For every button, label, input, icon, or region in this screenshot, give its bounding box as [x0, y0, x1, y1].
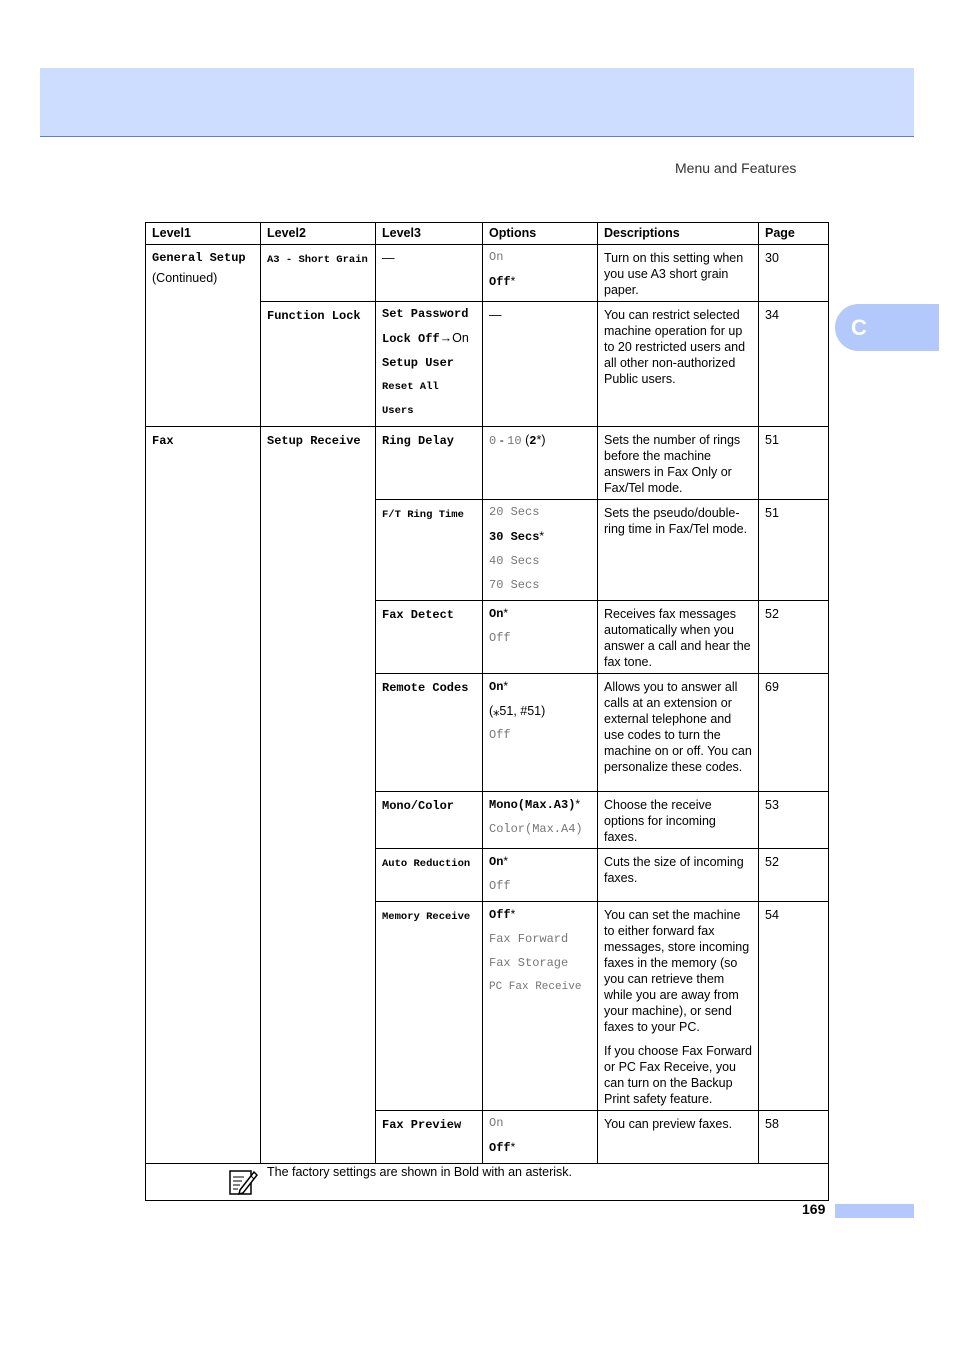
lock-on-label: On — [452, 331, 469, 345]
level3-remote-codes: Remote Codes — [382, 681, 469, 695]
option-off-label: Off — [489, 275, 511, 289]
cell-options-remote-codes — [483, 674, 598, 792]
cell-options-mono-color — [483, 792, 598, 849]
page-number-band — [835, 1204, 914, 1218]
option-fax-forward: Fax Forward — [489, 932, 569, 946]
cell-level3-remote-codes — [376, 674, 483, 792]
option-color: Color(Max.A4) — [489, 822, 583, 836]
cell-page-fax-preview: 58 — [759, 1111, 829, 1164]
cell-level3-mono-color — [376, 792, 483, 849]
level3-fax-detect: Fax Detect — [382, 608, 455, 622]
option-70-secs: 70 Secs — [489, 578, 540, 592]
default-asterisk: * — [575, 797, 581, 811]
option-default-group: (2*) — [525, 433, 546, 448]
level2-setup-receive: Setup Receive — [267, 434, 361, 448]
header-level1: Level1 — [146, 223, 261, 245]
cell-page-ring-delay: 51 — [759, 427, 829, 500]
cell-desc-fax-preview: You can preview faxes. — [598, 1111, 759, 1164]
option-off-label: Off — [489, 1141, 511, 1155]
header-descriptions: Descriptions — [598, 223, 759, 245]
level2-a3-short-grain: A3 - Short Grain — [267, 254, 368, 266]
cell-level3-a3: — — [376, 245, 483, 302]
cell-level2-function-lock — [261, 302, 376, 427]
option-on: On — [489, 1116, 504, 1130]
option-fax-storage: Fax Storage — [489, 956, 569, 970]
level3-fax-preview: Fax Preview — [382, 1118, 462, 1132]
cell-options-function-lock: — — [483, 302, 598, 427]
cell-page-function-lock: 34 — [759, 302, 829, 427]
cell-options-fax-detect — [483, 601, 598, 674]
cell-desc-memory-receive — [598, 902, 759, 1111]
option-30-secs-default — [489, 524, 591, 549]
cell-level3-auto-reduction — [376, 849, 483, 902]
level3-ring-delay: Ring Delay — [382, 434, 455, 448]
option-40-secs: 40 Secs — [489, 554, 540, 568]
cell-page-fax-detect: 52 — [759, 601, 829, 674]
option-off: Off — [489, 879, 511, 893]
cell-level3-function-lock — [376, 302, 483, 427]
level3-lock-off-on — [382, 326, 476, 351]
level1-general-setup: General Setup — [152, 251, 246, 265]
level1-continued-note: (Continued) — [152, 271, 218, 285]
option-mono-default — [489, 792, 591, 817]
default-asterisk: * — [510, 907, 516, 921]
desc-memory-receive-para2: If you choose Fax Forward or PC Fax Receive, you can turn on the Backup Print safety feature. — [604, 1044, 752, 1106]
cell-desc-mono-color: Choose the receive options for incoming faxes. — [598, 792, 759, 849]
option-off: Off — [489, 631, 511, 645]
cell-page-mono-color: 53 — [759, 792, 829, 849]
cell-page-ft-ring-time: 51 — [759, 500, 829, 601]
option-remote-codes-values: (⁎51, #51) — [489, 704, 546, 718]
cell-options-ring-delay — [483, 427, 598, 500]
cell-level3-memory-receive — [376, 902, 483, 1111]
cell-desc-fax-detect: Receives fax messages automatically when you answer a call and hear the fax tone. — [598, 601, 759, 674]
cell-level2-a3 — [261, 245, 376, 302]
desc-memory-receive-para1: You can set the machine to either forward fax messages, store incoming faxes in the memory (so you can retrieve them while you are away from your machine), or send faxes to your PC. — [604, 908, 750, 1034]
option-off-label: Off — [489, 908, 511, 922]
note-pencil-icon — [228, 1166, 258, 1196]
option-pc-fax-receive: PC Fax Receive — [489, 981, 582, 993]
chapter-tab — [835, 304, 939, 351]
cell-desc-ft-ring-time: Sets the pseudo/double-ring time in Fax/Tel mode. — [598, 500, 759, 601]
range-dash: - — [499, 433, 504, 447]
default-asterisk: * — [539, 529, 545, 543]
cell-options-a3 — [483, 245, 598, 302]
note-cell — [146, 1164, 829, 1201]
option-on-label: On — [489, 607, 504, 621]
cell-page-memory-receive: 54 — [759, 902, 829, 1111]
header-level3: Level3 — [376, 223, 483, 245]
header-level2: Level2 — [261, 223, 376, 245]
option-mono-label: Mono(Max.A3) — [489, 798, 576, 812]
option-on-default — [489, 601, 591, 626]
note-wrap — [152, 1164, 822, 1198]
option-on: On — [489, 250, 504, 264]
level3-setup-user: Setup User — [382, 356, 455, 370]
cell-level3-fax-preview — [376, 1111, 483, 1164]
level3-mono-color: Mono/Color — [382, 799, 455, 813]
table-row — [146, 427, 829, 500]
note-row — [146, 1164, 829, 1201]
cell-options-ft-ring-time — [483, 500, 598, 601]
cell-level3-ring-delay — [376, 427, 483, 500]
default-asterisk: * — [503, 606, 509, 620]
cell-desc-auto-reduction: Cuts the size of incoming faxes. — [598, 849, 759, 902]
option-off: Off — [489, 728, 511, 742]
level3-auto-reduction: Auto Reduction — [382, 858, 471, 870]
cell-options-memory-receive — [483, 902, 598, 1111]
option-on-label: On — [489, 680, 504, 694]
option-default-value: 2 — [529, 434, 537, 448]
level1-fax: Fax — [152, 434, 174, 448]
option-off-default — [489, 1135, 591, 1160]
level3-ft-ring-time: F/T Ring Time — [382, 509, 464, 521]
default-asterisk: * — [510, 1140, 516, 1154]
lock-off-label: Lock Off — [382, 332, 440, 346]
option-20-secs: 20 Secs — [489, 505, 540, 519]
cell-desc-function-lock: You can restrict selected machine operation for up to 20 restricted users and all other non-authorized Public users. — [598, 302, 759, 427]
default-asterisk: * — [503, 854, 509, 868]
menu-table — [145, 222, 829, 1201]
cell-desc-remote-codes: Allows you to answer all calls at an extension or external telephone and use codes to turn the machine on or off. You can personalize these codes. — [598, 674, 759, 792]
table-row — [146, 245, 829, 302]
option-on-default — [489, 849, 591, 874]
running-head: Menu and Features — [675, 160, 797, 176]
cell-desc-ring-delay: Sets the number of rings before the machine answers in Fax Only or Fax/Tel mode. — [598, 427, 759, 500]
cell-level2-setup-receive — [261, 427, 376, 1164]
header-band — [40, 68, 914, 137]
cell-page-auto-reduction: 52 — [759, 849, 829, 902]
arrow-right-icon: → — [439, 331, 453, 345]
option-on-label: On — [489, 855, 504, 869]
option-range-start: 0 — [489, 434, 497, 448]
table-header-row — [146, 223, 829, 245]
cell-level3-ft-ring-time — [376, 500, 483, 601]
option-on-default — [489, 674, 591, 699]
option-30-secs-label: 30 Secs — [489, 530, 540, 544]
level3-memory-receive: Memory Receive — [382, 911, 471, 923]
header-page: Page — [759, 223, 829, 245]
default-asterisk: * — [503, 679, 509, 693]
option-off-default — [489, 269, 591, 294]
option-range-end: 10 — [507, 434, 522, 448]
page-number: 169 — [802, 1201, 826, 1217]
default-asterisk: * — [536, 433, 542, 447]
cell-page-a3: 30 — [759, 245, 829, 302]
chapter-tab-label: C — [851, 314, 867, 340]
level2-function-lock: Function Lock — [267, 309, 361, 323]
cell-level1-fax — [146, 427, 261, 1164]
default-asterisk: * — [510, 274, 516, 288]
cell-options-auto-reduction — [483, 849, 598, 902]
cell-page-remote-codes: 69 — [759, 674, 829, 792]
level3-set-password: Set Password — [382, 307, 469, 321]
note-text: The factory settings are shown in Bold with an asterisk. — [267, 1165, 573, 1179]
option-off-default — [489, 902, 591, 927]
cell-options-fax-preview — [483, 1111, 598, 1164]
cell-level1-general-setup — [146, 245, 261, 427]
cell-desc-a3: Turn on this setting when you use A3 short grain paper. — [598, 245, 759, 302]
level3-reset-all-users: Reset All Users — [382, 381, 439, 417]
header-options: Options — [483, 223, 598, 245]
cell-level3-fax-detect — [376, 601, 483, 674]
